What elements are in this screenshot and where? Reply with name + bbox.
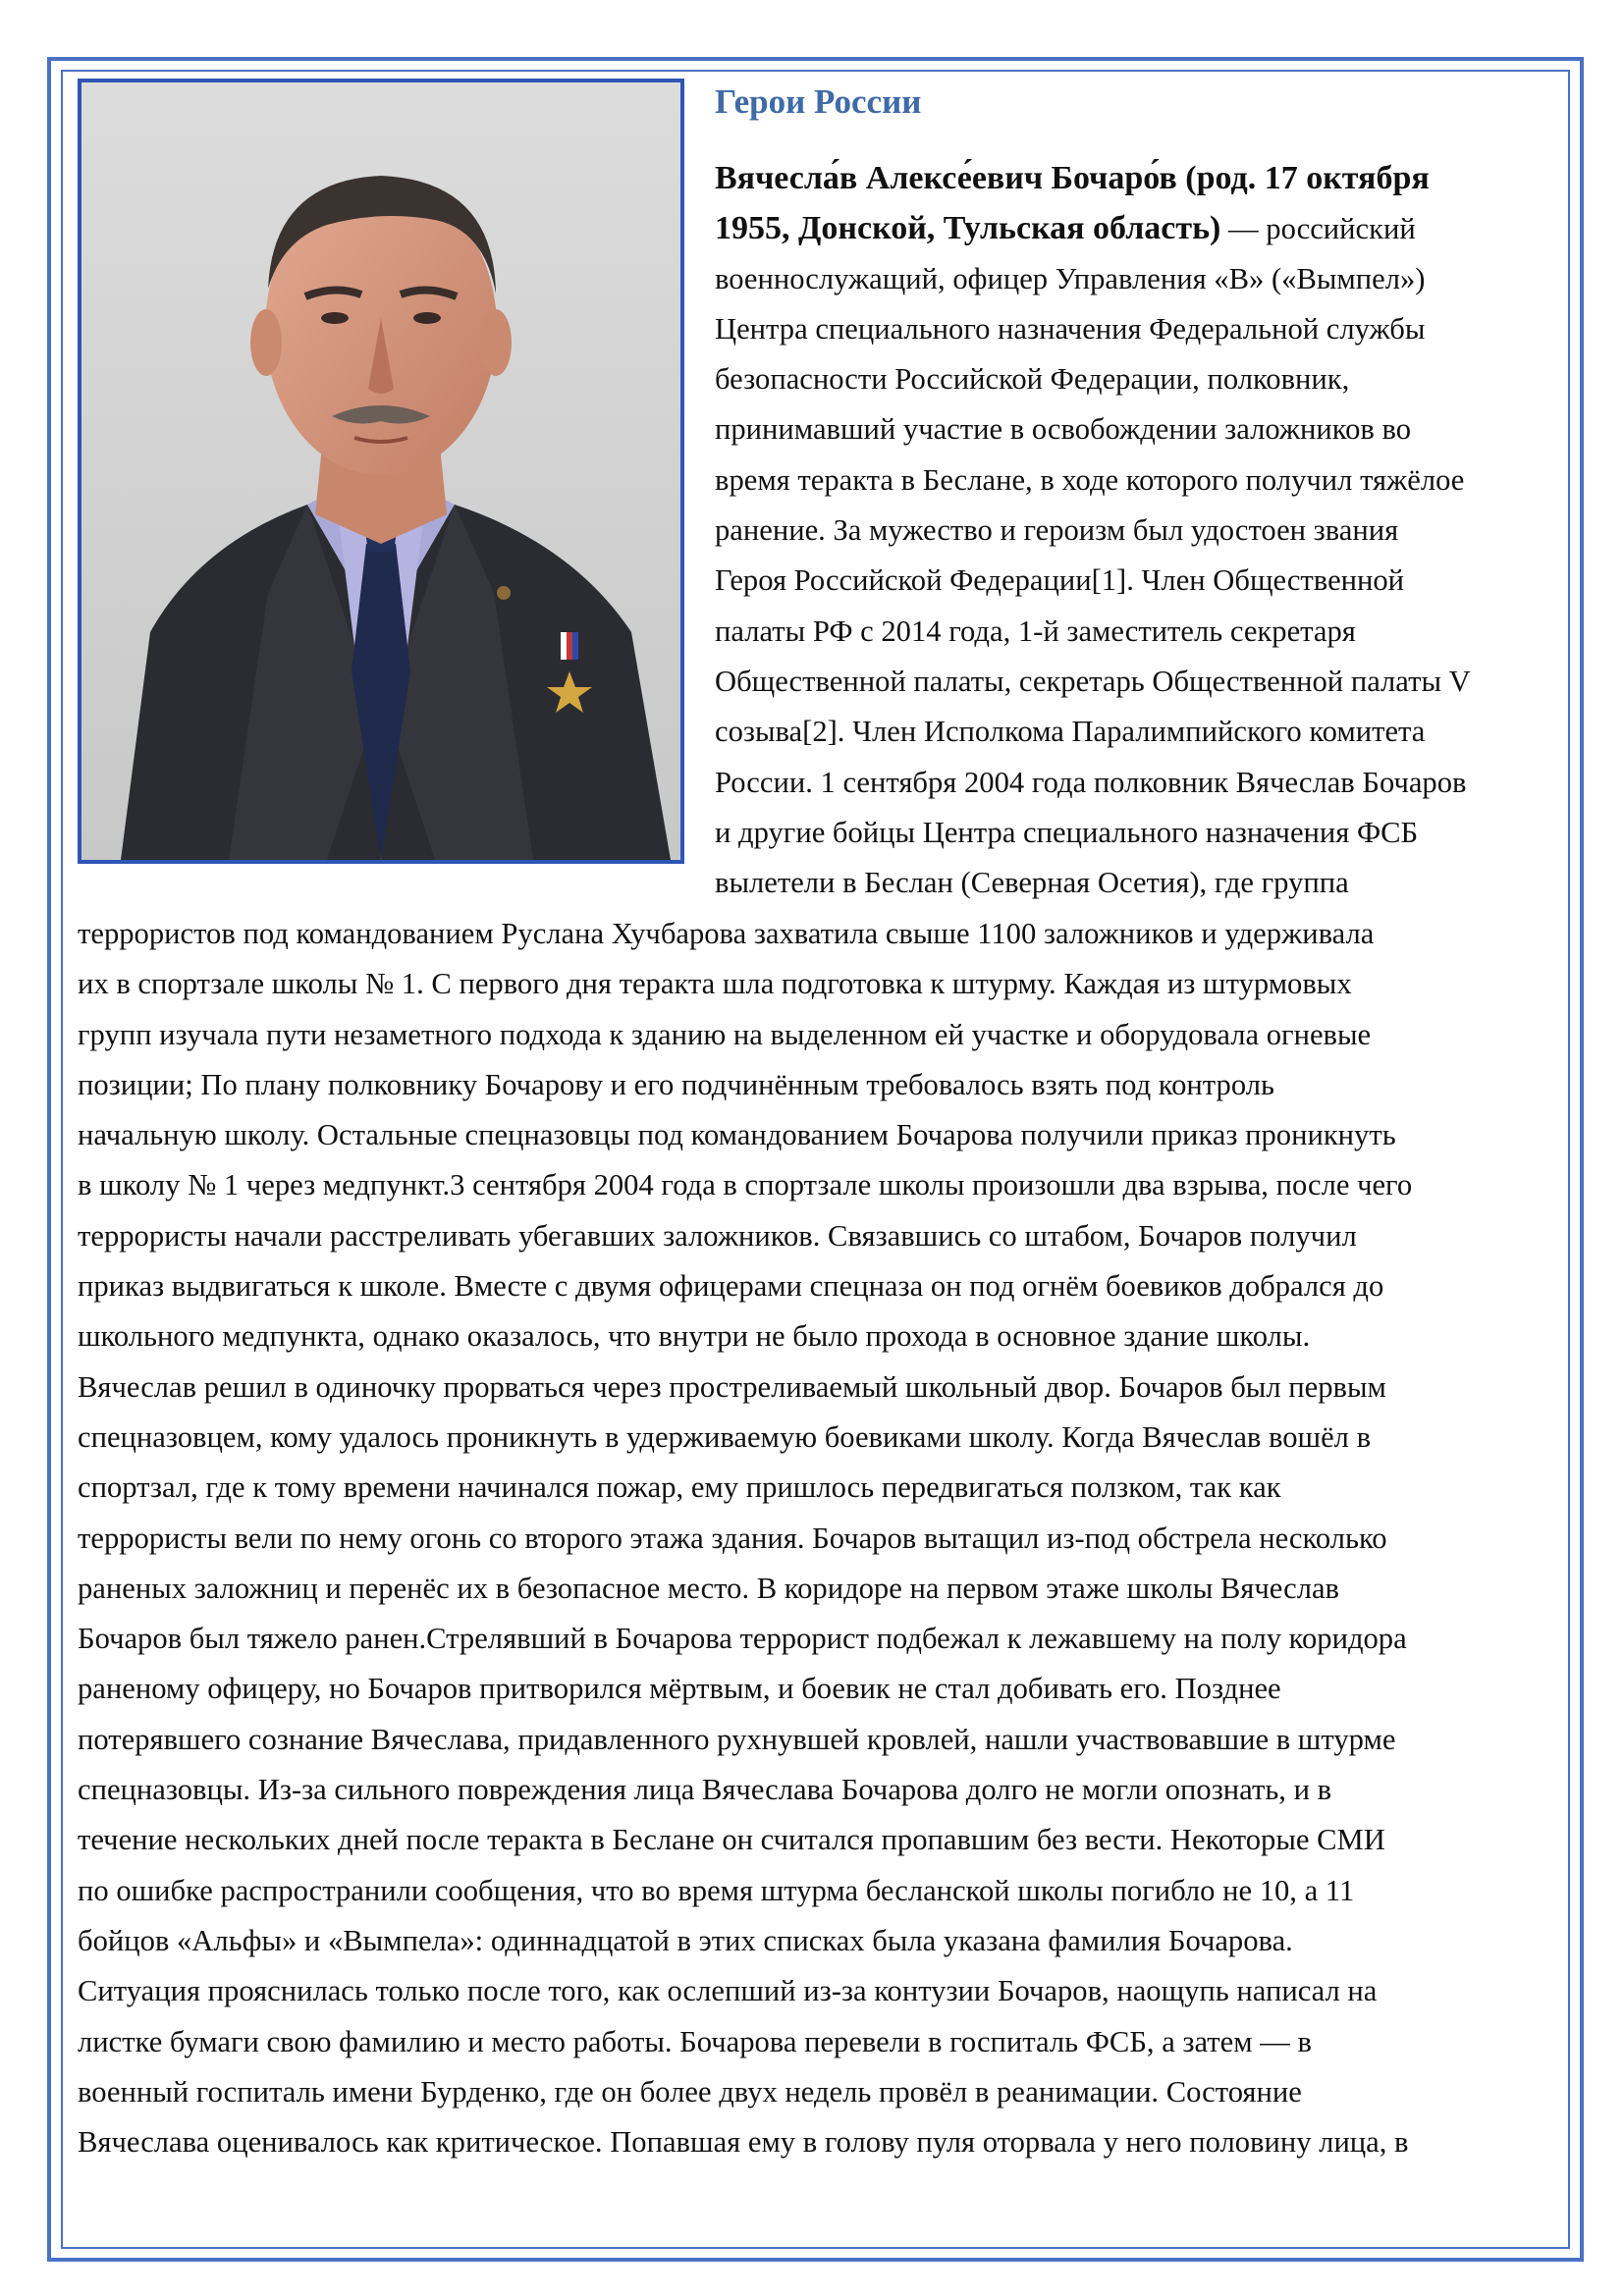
intro-line — [715, 506, 1569, 556]
intro-line-text: военнослужащий, офицер Управления «В» («Вымпел») — [715, 261, 1426, 295]
intro-line-text: Центра специального назначения Федеральной службы — [715, 311, 1426, 346]
body-line: по ошибке распространили сообщения, что во время штурма бесланской школы погибло не 10, а 11 — [78, 1873, 1355, 1907]
intro-line — [715, 153, 1569, 203]
intro-line-text: Общественной палаты, секретарь Общественной палаты V — [715, 664, 1471, 698]
portrait-photo — [78, 79, 684, 864]
body-line: раненому офицеру, но Бочаров притворился мёртвым, и боевик не стал добивать его. Позднее — [78, 1672, 1281, 1706]
body-line: спецназовцы. Из-за сильного повреждения лица Вячеслава Бочарова долго не могли опознать, и в — [78, 1773, 1332, 1807]
intro-line-text: вылетели в Беслан (Северная Осетия), где группа — [715, 866, 1349, 900]
body-line: спортзал, где к тому времени начинался пожар, ему пришлось передвигаться ползком, так как — [78, 1470, 1281, 1505]
body-line: террористы начали расстреливать убегавших заложников. Связавшись со штабом, Бочаров получил — [78, 1218, 1357, 1253]
body-line: Бочаров был тяжело ранен.Стрелявший в Бочарова террорист подбежал к лежавшему на полу коридора — [78, 1622, 1407, 1656]
body-line: Вячеслава оценивалось как критическое. Попавшая ему в голову пуля оторвала у него половину лица, в — [78, 2125, 1409, 2160]
intro-line-text: палаты РФ с 2014 года, 1-й заместитель секретаря — [715, 614, 1356, 648]
intro-line — [715, 404, 1569, 454]
intro-line — [715, 203, 1569, 253]
intro-line — [715, 304, 1569, 354]
intro-line-text: — российский — [1220, 212, 1416, 246]
body-line: в школу № 1 через медпункт.3 сентября 2004 года в спортзале школы произошли два взрыва, после чего — [78, 1168, 1413, 1202]
body-line: приказ выдвигаться к школе. Вместе с двумя офицерами спецназа он под огнём боевиков добрался до — [78, 1269, 1384, 1304]
intro-line-text: и другие бойцы Центра специального назначения ФСБ — [715, 815, 1419, 849]
body-line: террористы вели по нему огонь со второго этажа здания. Бочаров вытащил из-под обстрела несколько — [78, 1521, 1387, 1555]
intro-line-text: принимавший участие в освобождении заложников во — [715, 412, 1411, 447]
intro-line — [715, 858, 1569, 908]
body-line: групп изучала пути незаметного подхода к зданию на выделенном ей участке и оборудовала огневые — [78, 1017, 1372, 1051]
intro-line — [715, 657, 1569, 707]
intro-text-column — [715, 153, 1569, 908]
intro-line — [715, 758, 1569, 808]
body-line: террористов под командованием Руслана Хучбарова захватила свыше 1100 заложников и удерживала — [78, 917, 1375, 950]
main-text-column — [78, 909, 1570, 2167]
intro-line — [715, 254, 1569, 304]
body-line: раненых заложниц и перенёс их в безопасное место. В коридоре на первом этаже школы Вячеслав — [78, 1571, 1339, 1605]
body-line: Вячеслав решил в одиночку прорваться через простреливаемый школьный двор. Бочаров был первым — [78, 1369, 1386, 1404]
body-line: течение нескольких дней после теракта в Беслане он считался пропавшим без вести. Некоторые СМИ — [78, 1823, 1385, 1857]
page-title: Герои России — [715, 82, 922, 121]
body-line: начальную школу. Остальные спецназовцы под командованием Бочарова получили приказ проникнуть — [78, 1118, 1396, 1152]
body-line: листке бумаги свою фамилию и место работы. Бочарова перевели в госпиталь ФСБ, а затем — в — [78, 2024, 1312, 2058]
bio-lead-bold: 1955, Донской, Тульская область) — [715, 210, 1221, 247]
intro-line — [715, 607, 1569, 657]
intro-line — [715, 707, 1569, 757]
intro-line-text: ранение. За мужество и героизм был удостоен звания — [715, 513, 1399, 548]
intro-line-text: созыва[2]. Член Исполкома Паралимпийского комитета — [715, 715, 1426, 749]
body-line: потерявшего сознание Вячеслава, придавленного рухнувшей кровлей, нашли участвовавшие в штурме — [78, 1722, 1396, 1756]
intro-line — [715, 354, 1569, 404]
body-line: Ситуация прояснилась только после того, как ослепший из-за контузии Бочаров, наощупь написал на — [78, 1974, 1378, 2008]
intro-line-text: безопасности Российской Федерации, полковник, — [715, 362, 1350, 397]
intro-line-text: Героя Российской Федерации[1]. Член Общественной — [715, 563, 1405, 598]
intro-line — [715, 556, 1569, 606]
bio-lead-bold: Вячесла́в Алексе́евич Бочаро́в (род. 17 октября — [715, 160, 1430, 196]
body-line: школьного медпункта, однако оказалось, что внутри не было прохода в основное здание школы. — [78, 1319, 1311, 1354]
intro-line-text: России. 1 сентября 2004 года полковник Вячеслав Бочаров — [715, 765, 1467, 799]
body-line: спецназовцем, кому удалось проникнуть в удерживаемую боевиками школу. Когда Вячеслав вошёл в — [78, 1419, 1372, 1454]
body-line: их в спортзале школы № 1. С первого дня теракта шла подготовка к штурму. Каждая из штурмовых — [78, 967, 1352, 1001]
body-line: военный госпиталь имени Бурденко, где он более двух недель провёл в реанимации. Состояние — [78, 2074, 1302, 2109]
body-line: бойцов «Альфы» и «Вымпела»: одиннадцатой в этих списках была указана фамилия Бочарова. — [78, 1923, 1293, 1957]
intro-line — [715, 455, 1569, 506]
body-line: позиции; По плану полковнику Бочарову и его подчинённым требовалось взять под контроль — [78, 1067, 1274, 1101]
intro-line — [715, 808, 1569, 858]
intro-line-text: время теракта в Беслане, в ходе которого получил тяжёлое — [715, 462, 1465, 497]
portrait-illustration — [81, 82, 680, 860]
